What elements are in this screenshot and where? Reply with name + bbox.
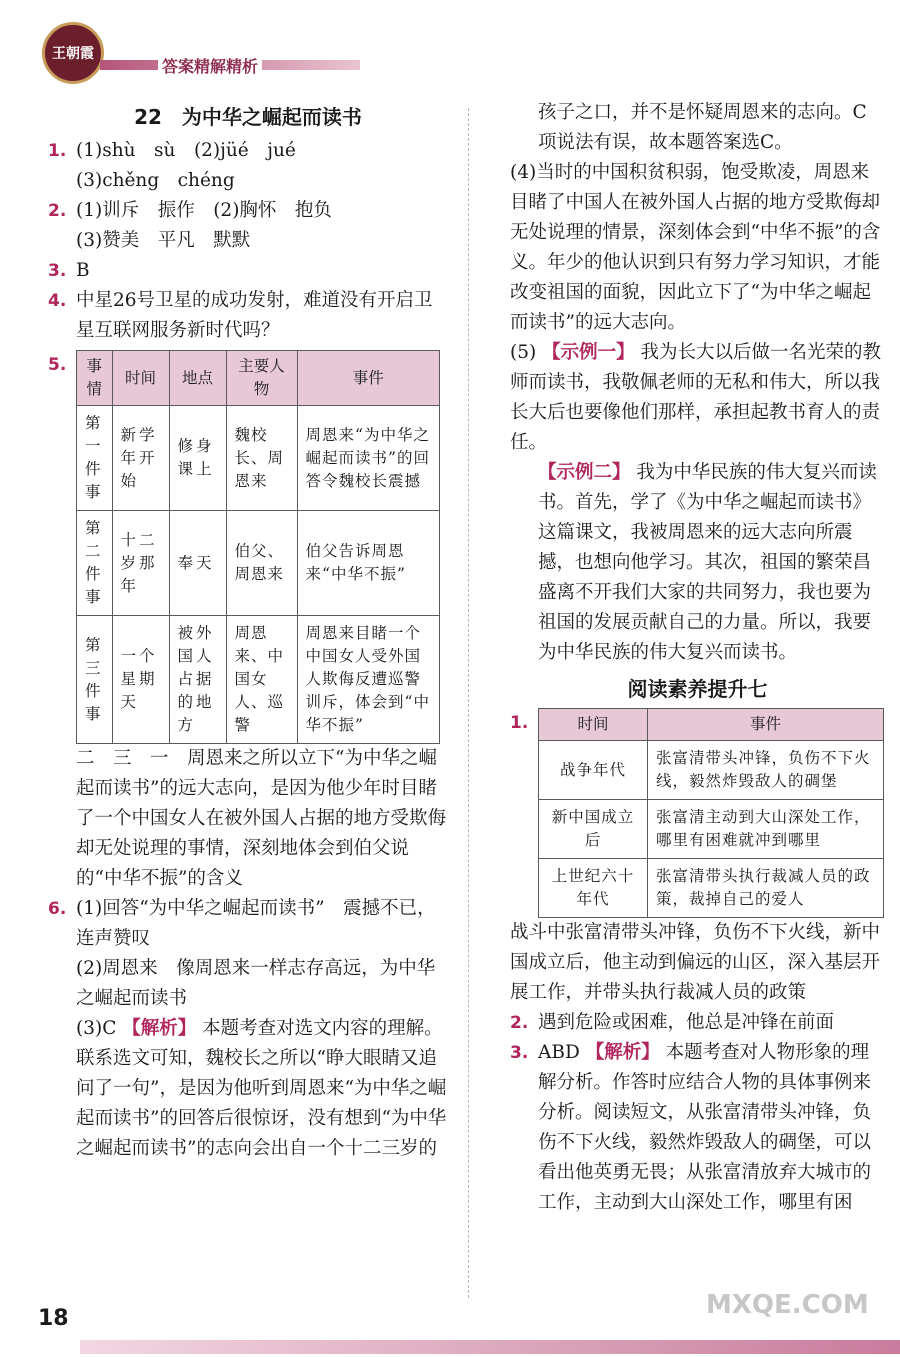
example-text: 我为长大以后做一名光荣的教师而读书，我敬佩老师的无私和伟大，所以我长大后也要像他们那样，承担起教书育人的责任。 [510,342,882,453]
table-cell: 魏校长、周恩来 [226,406,297,511]
answer-paragraph: (1)回答“为中华之崛起而读书” 震撼不已，连声赞叹 [76,898,436,949]
table-cell: 第二件事 [77,511,113,616]
answer-lead: ABD [538,1042,580,1063]
table-cell: 张富清带头执行裁减人员的政策，裁掉自己的爱人 [648,859,884,918]
table-cell: 张富清带头冲锋，负伤不下火线，毅然炸毁敌人的碉堡 [648,741,884,800]
table-cell: 第一件事 [77,406,113,511]
analysis-text: 本题考查对选文内容的理解。联系选文可知，魏校长之所以“睁大眼睛又追问了一句”，是因为他听到周恩来“为中华之崛起而读书”的回答后很惊讶，没有想到“为中华之崛起而读书”的志向会出自一个十二三岁的 [76,1018,447,1159]
example-tag: 【示例一】 [542,342,635,363]
table-cell: 十二岁那年 [112,511,169,616]
analysis-tag: 【解析】 [122,1018,197,1039]
answer-paragraph: (4)当时的中国积贫积弱，饱受欺凌，周恩来目睹了中国人在被外国人占据的地方受欺侮却无处说理的情景，深刻体会到“中华不振”的含义。年少的他认识到只有努力学习知识，才能改变祖国的面貌，因此立下了“为中华之崛起而读书”的远大志向。 [510,162,881,333]
table-row [539,741,884,800]
question-number: 1. [510,713,529,733]
answer-line: (1)训斥 振作 (2)胸怀 抱负 [76,200,332,221]
answer-paragraph [76,1014,448,1164]
table-cell: 被外国人占据的地方 [169,616,226,744]
answer-line: (3)赞美 平凡 默默 [76,230,251,251]
events-table [538,708,884,918]
question-number: 6. [48,899,67,919]
answer-lead: (5) [510,342,537,363]
question-number: 2. [510,1013,529,1033]
question-1 [510,708,885,918]
answer-paragraph: (2)周恩来 像周恩来一样志存高远，为中华之崛起而读书 [76,958,436,1009]
example-tag: 【示例二】 [538,462,631,483]
table-cell: 周恩来目睹一个中国女人受外国人欺侮反遭巡警训斥，体会到“中华不振” [297,616,439,744]
table-cell: 周恩来、中国女人、巡警 [226,616,297,744]
table-header-row [539,709,884,741]
table-header: 主要人物 [226,351,297,406]
question-number: 4. [48,291,67,311]
answer-line: (1)shù sù (2)jüé jué [76,140,296,161]
answer-text: 孩子之口，并不是怀疑周恩来的志向。C项说法有误，故本题答案选C。 [538,102,867,153]
question-4 [48,286,448,346]
events-table [76,350,440,744]
answer-text: B [76,260,90,281]
table-cell: 张富清主动到大山深处工作，哪里有困难就冲到哪里 [648,800,884,859]
table-cell: 修身课上 [169,406,226,511]
example-text: 我为中华民族的伟大复兴而读书。首先，学了《为中华之崛起而读书》这篇课文，我被周恩来的远大志向所震撼，也想向他学习。其次，祖国的繁荣昌盛离不开我们大家的共同努力，我也要为祖国的发展贡献自己的力量。所以，我要为中华民族的伟大复兴而读书。 [538,462,877,663]
question-2 [48,196,448,256]
section-title: 阅读素养提升七 [627,677,768,701]
table-row [77,406,440,511]
table-cell: 一个星期天 [112,616,169,744]
table-row [77,616,440,744]
question-1 [48,136,448,196]
table-row [539,859,884,918]
answer-line: (3)chěng chéng [76,170,235,191]
header-title: 答案精解精析 [158,54,262,77]
table-header-row [77,351,440,406]
answer-text: 战斗中张富清带头冲锋，负伤不下火线，新中国成立后，他主动到偏远的山区，深入基层开展工作，并带头执行裁减人员的政策 [510,922,881,1003]
table-row [539,800,884,859]
analysis-text: 本题考查对人物形象的理解分析。作答时应结合人物的具体事例来分析。阅读短文，从张富清带头冲锋，负伤不下火线，毅然炸毁敌人的碉堡，可以看出他英勇无畏；从张富清放弃大城市的工作，主动到大山深处工作，哪里有困 [538,1042,872,1213]
table-cell: 周恩来“为中华之崛起而读书”的回答令魏校长震撼 [297,406,439,511]
left-column [48,98,448,1164]
question-number: 3. [510,1043,529,1063]
analysis-tag: 【解析】 [585,1042,660,1063]
page-number: 18 [38,1306,69,1331]
question-5 [48,350,448,744]
logo: 王朝霞 [42,22,104,84]
table-cell: 战争年代 [539,741,648,800]
table-cell: 新中国成立后 [539,800,648,859]
table-header: 时间 [112,351,169,406]
table-cell: 第三件事 [77,616,113,744]
answer-lead: (3)C [76,1018,117,1039]
table-row [77,511,440,616]
table-cell: 奉天 [169,511,226,616]
question-number: 5. [48,355,67,375]
question-3 [510,1038,885,1218]
table-cell: 上世纪六十年代 [539,859,648,918]
answer-text: 中星26号卫星的成功发射，难道没有开启卫星互联网服务新时代吗？ [76,290,433,341]
watermark: MXQE.COM [706,1290,869,1320]
table-cell: 伯父、周恩来 [226,511,297,616]
question-3 [48,256,448,286]
table-header: 时间 [539,709,648,741]
answer-paragraph [510,338,885,458]
answer-paragraph [510,458,885,668]
table-cell: 伯父告诉周恩来“中华不振” [297,511,439,616]
question-6 [48,894,448,1164]
column-divider [468,108,469,1298]
answer-text: 遇到危险或困难，他总是冲锋在前面 [538,1012,835,1033]
table-header: 事件 [648,709,884,741]
right-column [510,98,885,1218]
question-number: 2. [48,201,67,221]
footer-band [80,1340,900,1354]
question-number: 1. [48,141,67,161]
table-cell: 新学年开始 [112,406,169,511]
answer-text: 二 三 一 周恩来之所以立下“为中华之崛起而读书”的远大志向，是因为他少年时目睹了一个中国女人在被外国人占据的地方受欺侮却无处说理的事情，深刻地体会到伯父说的“中华不振”的含义 [76,748,447,889]
question-number: 3. [48,261,67,281]
table-header: 事情 [77,351,113,406]
question-2 [510,1008,885,1038]
table-header: 事件 [297,351,439,406]
section-title: 22 为中华之崛起而读书 [134,105,362,129]
table-header: 地点 [169,351,226,406]
